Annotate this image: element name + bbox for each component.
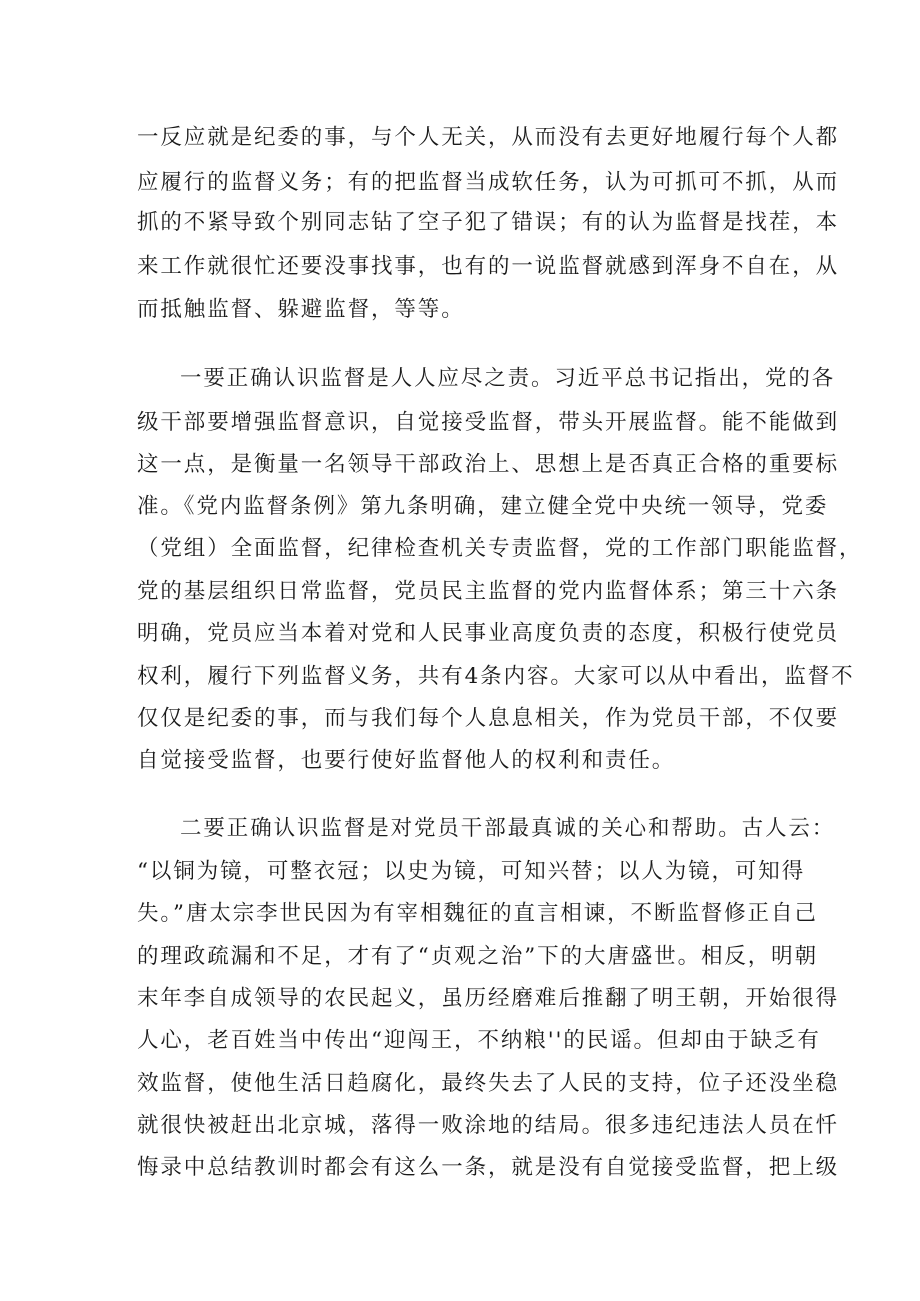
text-line: 末年李自成领导的农民起义，虽历经磨难后推翻了明王朝，开始很得 bbox=[137, 986, 840, 1011]
text-line: 效监督，使他生活日趋腐化，最终失去了人民的支持，位子还没坐稳 bbox=[137, 1071, 840, 1096]
text-line: 而抵触监督、躲避监督，等等。 bbox=[137, 297, 465, 322]
text-line: 党的基层组织日常监督，党员民主监督的党内监督体系；第三十六条 bbox=[137, 579, 840, 604]
text-line: 明确，党员应当本着对党和人民事业高度负责的态度，积极行使党员 bbox=[137, 621, 840, 646]
text-line: 自觉接受监督，也要行使好监督他人的权利和责任。 bbox=[137, 748, 676, 773]
text-line: “以铜为镜，可整衣冠；以史为镜，可知兴替；以人为镜，可知得 bbox=[137, 859, 806, 884]
text-line: 级干部要增强监督意识，自觉接受监督，带头开展监督。能不能做到 bbox=[137, 410, 840, 435]
text-line: 失。”唐太宗李世民因为有宰相魏征的直言相谏，不断监督修正自己 bbox=[137, 901, 818, 926]
text-line: 的理政疏漏和不足，才有了“贞观之治”下的大唐盛世。相反，明朝 bbox=[137, 944, 818, 969]
text-line: 一反应就是纪委的事，与个人无关，从而没有去更好地履行每个人都 bbox=[137, 125, 840, 150]
text-line: 准。《党内监督条例》第九条明确，建立健全党中央统一领导，党委 bbox=[137, 494, 829, 519]
text-line: 这一点，是衡量一名领导干部政治上、思想上是否真正合格的重要标 bbox=[137, 452, 840, 477]
text-line: 权利，履行下列监督义务，共有4条内容。大家可以从中看出，监督不 bbox=[137, 664, 855, 689]
text-line: 应履行的监督义务；有的把监督当成软任务，认为可抓可不抓，从而 bbox=[137, 170, 840, 195]
text-line: 二要正确认识监督是对党员干部最真诚的关心和帮助。古人云： bbox=[180, 816, 836, 841]
text-line: 人心，老百姓当中传出“迎闯王，不纳粮''的民谣。但却由于缺乏有 bbox=[137, 1028, 821, 1053]
text-line: （党组）全面监督，纪律检查机关专责监督，党的工作部门职能监督， bbox=[137, 536, 863, 561]
text-line: 一要正确认识监督是人人应尽之责。习近平总书记指出，党的各 bbox=[180, 366, 836, 391]
text-line: 就很快被赶出北京城，落得一败涂地的结局。很多违纪违法人员在忏 bbox=[137, 1113, 840, 1138]
text-line: 来工作就很忙还要没事找事，也有的一说监督就感到浑身不自在，从 bbox=[137, 254, 840, 279]
text-line: 悔录中总结教训时都会有这么一条，就是没有自觉接受监督，把上级 bbox=[137, 1155, 840, 1180]
text-line: 抓的不紧导致个别同志钻了空子犯了错误；有的认为监督是找茬，本 bbox=[137, 210, 840, 235]
text-line: 仅仅是纪委的事，而与我们每个人息息相关，作为党员干部，不仅要 bbox=[137, 706, 840, 731]
